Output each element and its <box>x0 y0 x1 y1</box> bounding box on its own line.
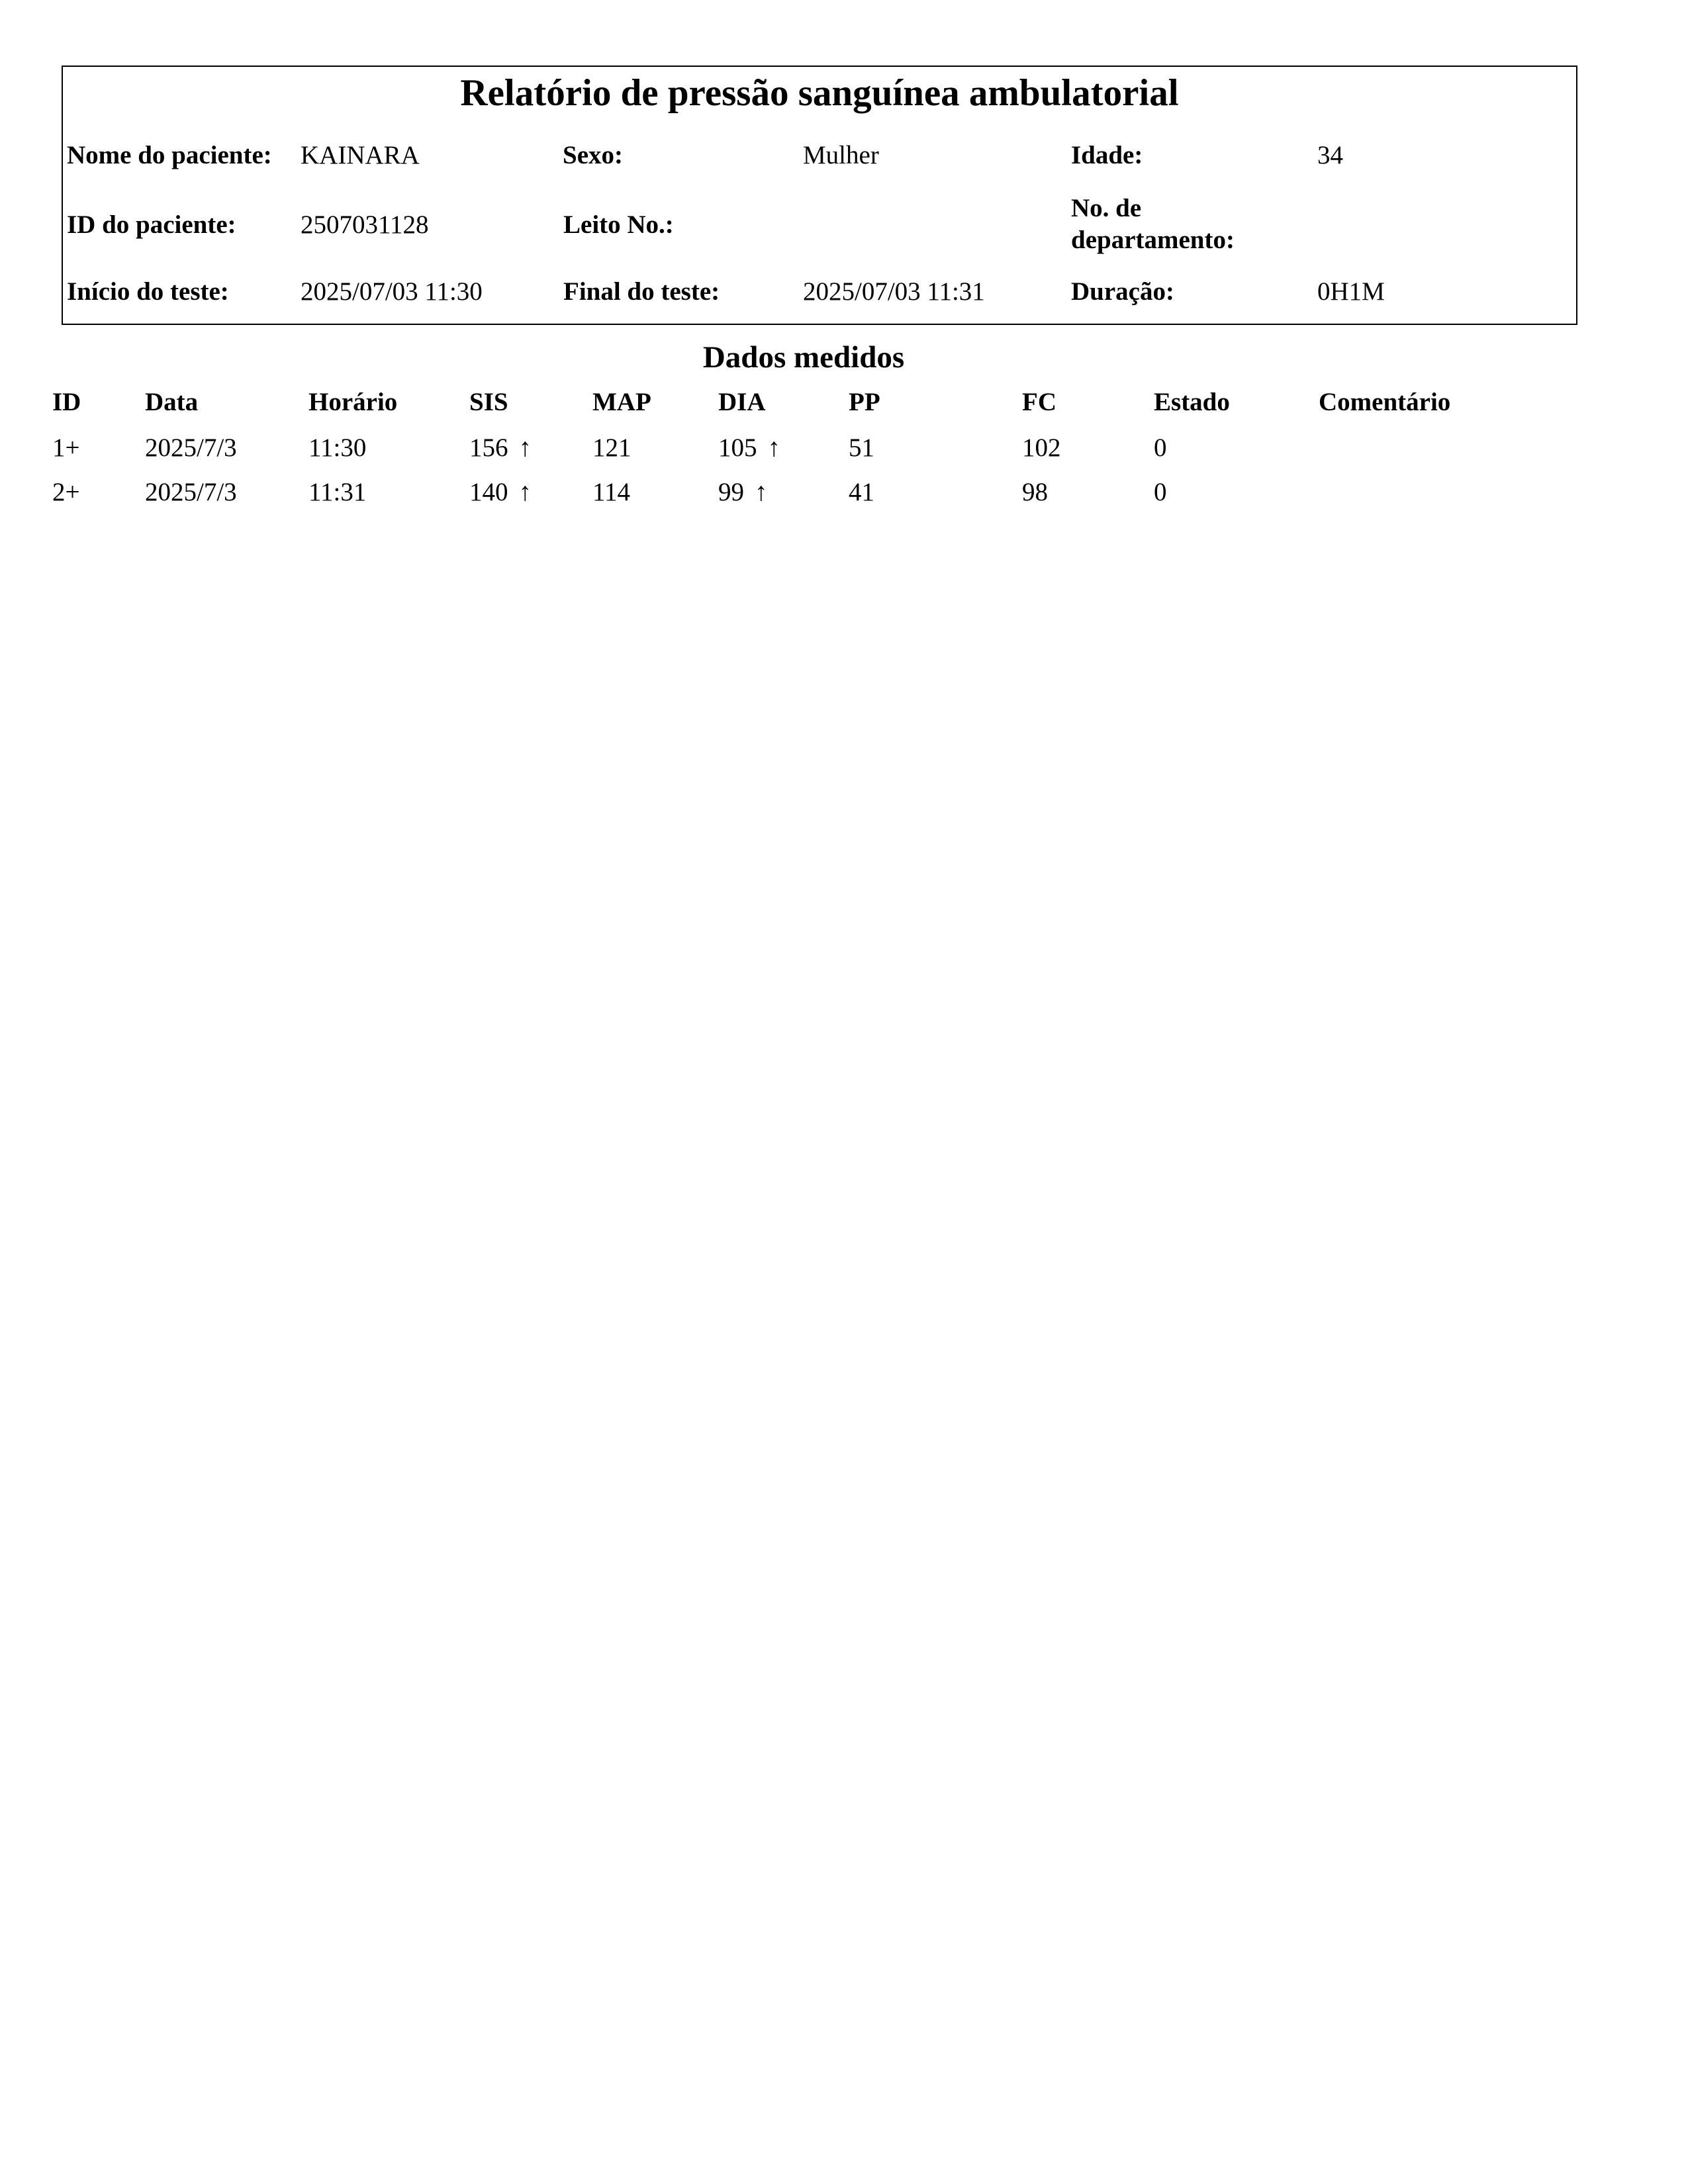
sex-label: Sexo: <box>563 141 623 169</box>
row-2-map: 114 <box>592 478 631 506</box>
patient-name-label: Nome do paciente: <box>67 141 272 169</box>
column-header-date: Data <box>145 388 199 416</box>
row-1-dia-value: 105 <box>718 433 757 462</box>
test-end-value: 2025/07/03 11:31 <box>803 277 985 306</box>
column-header-pp: PP <box>849 388 880 416</box>
column-header-fc: FC <box>1022 388 1056 416</box>
arrow-up-icon: ↑ <box>518 433 532 462</box>
age-value: 34 <box>1317 141 1343 169</box>
column-header-status: Estado <box>1154 388 1230 416</box>
patient-id-label: ID do paciente: <box>67 210 236 239</box>
department-label: No. de departamento: <box>1071 194 1235 254</box>
row-1-pp: 51 <box>849 433 874 462</box>
row-2-sis <box>469 476 532 509</box>
test-start-label: Início do teste: <box>67 277 229 306</box>
patient-name-value: KAINARA <box>301 141 420 169</box>
patient-id-value: 2507031128 <box>301 210 429 239</box>
column-header-map: MAP <box>592 388 651 416</box>
measurements-title: Dados medidos <box>702 340 905 375</box>
duration-label: Duração: <box>1071 277 1174 306</box>
arrow-up-icon: ↑ <box>767 433 780 462</box>
row-2-pp: 41 <box>849 478 874 506</box>
row-1-map: 121 <box>592 433 632 462</box>
row-1-time: 11:30 <box>308 433 367 462</box>
bed-label: Leito No.: <box>563 210 674 239</box>
test-start-value: 2025/07/03 11:30 <box>301 277 483 306</box>
column-header-time: Horário <box>308 388 398 416</box>
report-title: Relatório de pressão sanguínea ambulatorial <box>460 72 1179 114</box>
row-2-status: 0 <box>1154 478 1167 506</box>
row-2-sis-value: 140 <box>469 478 508 506</box>
duration-value: 0H1M <box>1317 277 1385 306</box>
row-1-fc: 102 <box>1022 433 1061 462</box>
row-1-status: 0 <box>1154 433 1167 462</box>
column-header-dia: DIA <box>718 388 766 416</box>
column-header-sis: SIS <box>469 388 508 416</box>
row-2-time: 11:31 <box>308 478 367 506</box>
row-1-sis-value: 156 <box>469 433 508 462</box>
sex-value: Mulher <box>803 141 879 169</box>
row-1-sis <box>469 432 532 465</box>
arrow-up-icon: ↑ <box>518 478 532 506</box>
age-label: Idade: <box>1071 141 1143 169</box>
test-end-label: Final do teste: <box>563 277 720 306</box>
row-2-fc: 98 <box>1022 478 1048 506</box>
column-header-comment: Comentário <box>1319 388 1451 416</box>
row-1-id: 1+ <box>52 433 80 462</box>
row-1-dia <box>718 432 780 465</box>
column-header-id: ID <box>52 388 81 416</box>
row-2-date: 2025/7/3 <box>145 478 237 506</box>
row-2-dia <box>718 476 768 509</box>
row-1-date: 2025/7/3 <box>145 433 237 462</box>
arrow-up-icon: ↑ <box>755 478 768 506</box>
row-2-dia-value: 99 <box>718 478 744 506</box>
row-2-id: 2+ <box>52 478 80 506</box>
